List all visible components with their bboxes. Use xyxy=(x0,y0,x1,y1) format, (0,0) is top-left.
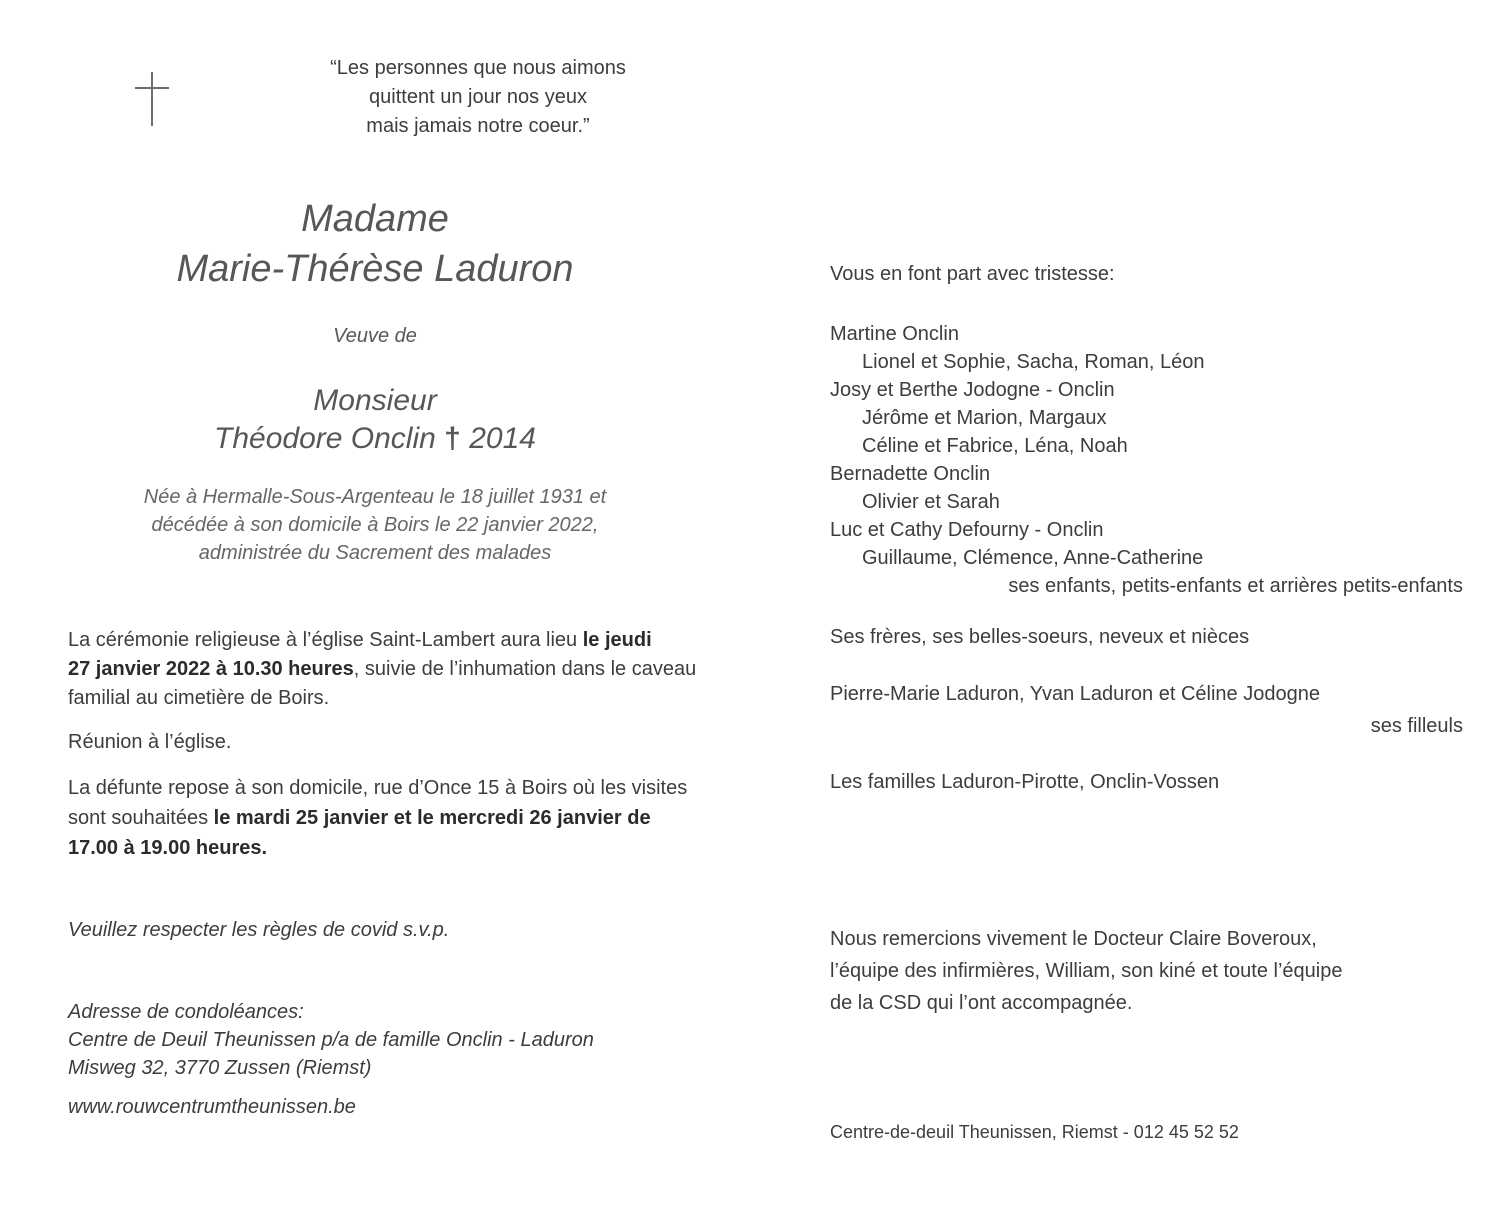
spouse-name: Théodore Onclin xyxy=(214,422,436,455)
thanks-paragraph xyxy=(830,923,1470,1019)
family-member: Guillaume, Clémence, Anne-Catherine xyxy=(862,547,1204,569)
life-dates xyxy=(68,483,682,567)
family-member: Luc et Cathy Defourny - Onclin xyxy=(830,519,1104,541)
spouse-title: Monsieur xyxy=(313,384,437,417)
life-line: décédée à son domicile à Boirs le 22 janvier 2022, xyxy=(151,514,599,536)
quote-line: “Les personnes que nous aimons xyxy=(330,57,626,79)
family-member: Bernadette Onclin xyxy=(830,463,991,485)
children-label: ses enfants, petits-enfants et arrières petits-enfants xyxy=(1008,575,1463,597)
family-member: Martine Onclin xyxy=(830,323,959,345)
family-member: Céline et Fabrice, Léna, Noah xyxy=(862,435,1128,457)
relatives-line: Ses frères, ses belles-soeurs, neveux et nièces xyxy=(830,626,1250,648)
spouse-line xyxy=(68,420,682,458)
memorial-quote xyxy=(258,54,698,141)
visits-line: 17.00 à 19.00 heures. xyxy=(68,837,268,859)
meeting-note: Réunion à l’église. xyxy=(68,731,232,753)
funeral-home-footer: Centre-de-deuil Theunissen, Riemst - 012 45 52 52 xyxy=(830,1122,1239,1142)
family-member: Olivier et Sarah xyxy=(862,491,1000,513)
ceremony-paragraph xyxy=(68,626,758,713)
condolence-label: Adresse de condoléances: xyxy=(68,1001,304,1023)
condolence-address xyxy=(68,998,758,1082)
funeral-home-website: www.rouwcentrumtheunissen.be xyxy=(68,1096,356,1118)
ceremony-line: La cérémonie religieuse à l’église Saint-Lambert aura lieu le jeudi xyxy=(68,629,652,651)
spouse-death-year: 2014 xyxy=(469,422,536,455)
family-list xyxy=(830,320,1463,600)
quote-line: mais jamais notre coeur.” xyxy=(366,115,590,137)
godchildren-label: ses filleuls xyxy=(1370,715,1463,737)
dagger-icon: † xyxy=(444,422,461,455)
life-line: Née à Hermalle-Sous-Argenteau le 18 juillet 1931 et xyxy=(143,486,607,508)
visits-paragraph xyxy=(68,773,758,863)
family-member: Josy et Berthe Jodogne - Onclin xyxy=(830,379,1115,401)
announcement-intro: Vous en font part avec tristesse: xyxy=(830,263,1115,285)
ceremony-line: familial au cimetière de Boirs. xyxy=(68,687,330,709)
visits-line: La défunte repose à son domicile, rue d’Once 15 à Boirs où les visites xyxy=(68,777,688,799)
deceased-title: Madame xyxy=(301,198,449,240)
visits-line: sont souhaitées le mardi 25 janvier et le mercredi 26 janvier de xyxy=(68,807,651,829)
widow-label: Veuve de xyxy=(333,325,417,347)
condolence-address-line: Centre de Deuil Theunissen p/a de famille Onclin - Laduron xyxy=(68,1029,594,1051)
families-line: Les familles Laduron-Pirotte, Onclin-Vossen xyxy=(830,771,1220,793)
ceremony-line: 27 janvier 2022 à 10.30 heures, suivie de l’inhumation dans le caveau xyxy=(68,658,697,680)
condolence-address-line: Misweg 32, 3770 Zussen (Riemst) xyxy=(68,1057,372,1079)
godchildren-names: Pierre-Marie Laduron, Yvan Laduron et Céline Jodogne xyxy=(830,683,1320,705)
thanks-line: de la CSD qui l’ont accompagnée. xyxy=(830,992,1133,1014)
thanks-line: l’équipe des infirmières, William, son kiné et toute l’équipe xyxy=(830,960,1343,982)
covid-note: Veuillez respecter les règles de covid s.v.p. xyxy=(68,919,450,941)
thanks-line: Nous remercions vivement le Docteur Claire Boveroux, xyxy=(830,928,1317,950)
cross-icon xyxy=(133,70,173,130)
quote-line: quittent un jour nos yeux xyxy=(369,86,587,108)
family-member: Lionel et Sophie, Sacha, Roman, Léon xyxy=(862,351,1205,373)
family-member: Jérôme et Marion, Margaux xyxy=(862,407,1107,429)
life-line: administrée du Sacrement des malades xyxy=(198,542,552,564)
deceased-name: Marie-Thérèse Laduron xyxy=(176,248,574,290)
